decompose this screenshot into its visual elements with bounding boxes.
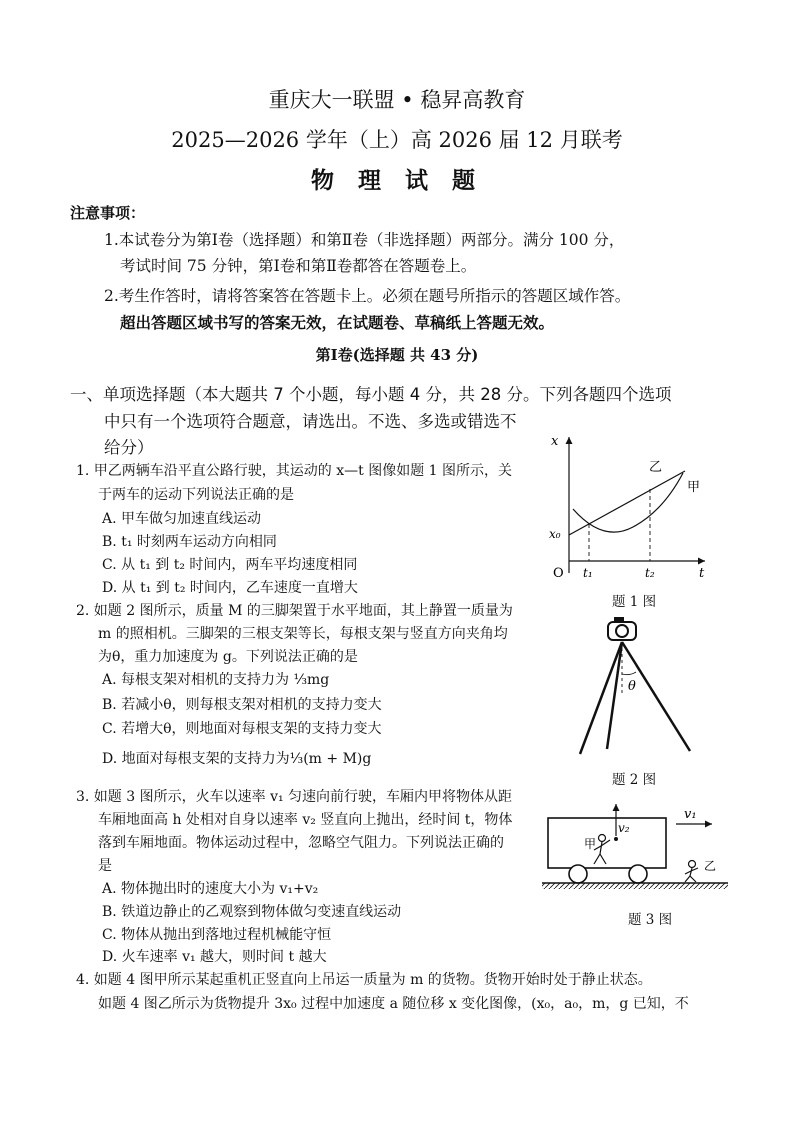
- q1-stem-line1: 1. 甲乙两辆车沿平直公路行驶，其运动的 x—t 图像如题 1 图所示，关: [76, 463, 513, 479]
- q2-stem-line1: 2. 如题 2 图所示，质量 M 的三脚架置于水平地面，其上静置一质量为: [76, 603, 513, 619]
- q1-stem-line2: 于两车的运动下列说法正确的是: [98, 487, 294, 503]
- q2-option-c: C. 若增大θ，则地面对每根支架的支持力变大: [102, 721, 382, 737]
- notice-item1-line1: 1.本试卷分为第Ⅰ卷（选择题）和第Ⅱ卷（非选择题）两部分。满分 100 分，: [104, 231, 625, 249]
- q2-stem-line3: 为θ，重力加速度为 g。下列说法正确的是: [98, 649, 358, 665]
- q2-option-d: D. 地面对每根支架的支持力为⅓(m + M)g: [102, 751, 372, 767]
- tripod-leg-right: [622, 642, 690, 751]
- q3-stem-line3: 落到车厢地面。物体运动过程中，忽略空气阻力。下列说法正确的: [98, 835, 504, 851]
- q4-stem-line1: 4. 如题 4 图甲所示某起重机正竖直向上吊运一质量为 m 的货物。货物开始时处于静止状态。: [76, 972, 652, 988]
- q3-stem-line1: 3. 如题 3 图所示，火车以速率 v₁ 匀速向前行驶，车厢内甲将物体从距: [76, 789, 513, 805]
- t2-label: t₂: [645, 566, 655, 580]
- thrown-object: [614, 837, 618, 841]
- notice-item1-line2: 考试时间 75 分钟，第Ⅰ卷和第Ⅱ卷都答在答题卷上。: [120, 257, 477, 275]
- q1-option-a: A. 甲车做匀加速直线运动: [102, 511, 262, 527]
- origin-label: O: [553, 566, 564, 581]
- camera-lens: [616, 625, 628, 637]
- q1-option-c: C. 从 t₁ 到 t₂ 时间内，两车平均速度相同: [102, 557, 358, 573]
- q3-option-a: A. 物体抛出时的速度大小为 v₁+v₂: [102, 881, 319, 897]
- q1-option-d: D. 从 t₁ 到 t₂ 时间内，乙车速度一直增大: [102, 580, 358, 596]
- q2-option-b: B. 若减小θ，则每根支架对相机的支持力变大: [102, 697, 382, 713]
- figure3-train: [540, 798, 730, 908]
- q3-option-c: C. 物体从抛出到落地过程机械能守恒: [102, 927, 332, 943]
- figure2-tripod: [572, 614, 702, 764]
- q3-stem-line4: 是: [98, 858, 112, 874]
- notice-item2-line2: 超出答题区域书写的答案无效，在试题卷、草稿纸上答题无效。: [120, 313, 555, 332]
- part1-heading-line2: 中只有一个选项符合题意，请选出。不选、多选或错选不: [104, 412, 517, 431]
- t1-label: t₁: [583, 566, 593, 580]
- section1-title: 第Ⅰ卷(选择题 共 43 分): [315, 346, 479, 364]
- subject-title: 物 理 试 题: [310, 167, 484, 194]
- x0-label: x₀: [549, 527, 561, 541]
- jia-label: 甲: [687, 480, 701, 495]
- exam-header-line2: 2025—2026 学年（上）高 2026 届 12 月联考: [171, 128, 623, 152]
- notice-heading: 注意事项：: [70, 204, 146, 222]
- q2-stem-line2: m 的照相机。三脚架的三根支架等长，每根支架与竖直方向夹角均: [98, 626, 508, 642]
- ground-hatch: [542, 883, 728, 889]
- yi-label: 乙: [704, 859, 717, 873]
- train-wheel-right: [629, 865, 647, 883]
- jia-line: [569, 471, 685, 535]
- yi-label: 乙: [649, 460, 663, 475]
- q3-option-d: D. 火车速率 v₁ 越大，则时间 t 越大: [102, 949, 327, 965]
- theta-label: θ: [628, 679, 636, 694]
- jia-label: 甲: [584, 837, 597, 851]
- figure1-caption: 题 1 图: [612, 594, 657, 610]
- person-jia-head: [599, 835, 606, 842]
- camera-flash: [614, 617, 624, 622]
- q4-stem-line2: 如题 4 图乙所示为货物提升 3x₀ 过程中加速度 a 随位移 x 变化图像，(x₀，a₀，m，g 已知，不: [98, 996, 689, 1012]
- person-yi-body: [685, 868, 698, 882]
- figure1-xt-graph: [545, 425, 725, 585]
- exam-header-line1: 重庆大一联盟 • 稳昇高教育: [268, 88, 526, 112]
- q1-option-b: B. t₁ 时刻两车运动方向相同: [102, 534, 277, 550]
- train-car: [548, 818, 666, 868]
- tripod-leg-middle: [607, 642, 622, 749]
- v2-label: v₂: [618, 821, 630, 835]
- q2-option-a: A. 每根支架对相机的支持力为 ⅓mg: [102, 672, 330, 688]
- q3-option-b: B. 铁道边静止的乙观察到物体做匀变速直线运动: [102, 904, 402, 920]
- axis-x-label: x: [551, 434, 559, 449]
- part1-heading-line3: 给分）: [104, 438, 154, 457]
- figure3-caption: 题 3 图: [628, 912, 673, 928]
- theta-arc: [622, 672, 636, 675]
- notice-item2-line1: 2.考生作答时，请将答案答在答题卡上。必须在题号所指示的答题区域作答。: [104, 287, 631, 305]
- train-wheel-left: [569, 865, 587, 883]
- part1-heading-line1: 一、单项选择题（本大题共 7 个小题，每小题 4 分，共 28 分。下列各题四个选项: [70, 385, 672, 404]
- q3-stem-line2: 车厢地面高 h 处相对自身以速率 v₂ 竖直向上抛出，经时间 t，物体: [98, 812, 513, 828]
- person-yi-head: [689, 861, 696, 868]
- tripod-leg-left: [580, 642, 622, 754]
- figure2-caption: 题 2 图: [612, 772, 657, 788]
- axis-t-label: t: [699, 566, 705, 581]
- v1-label: v₁: [684, 807, 697, 822]
